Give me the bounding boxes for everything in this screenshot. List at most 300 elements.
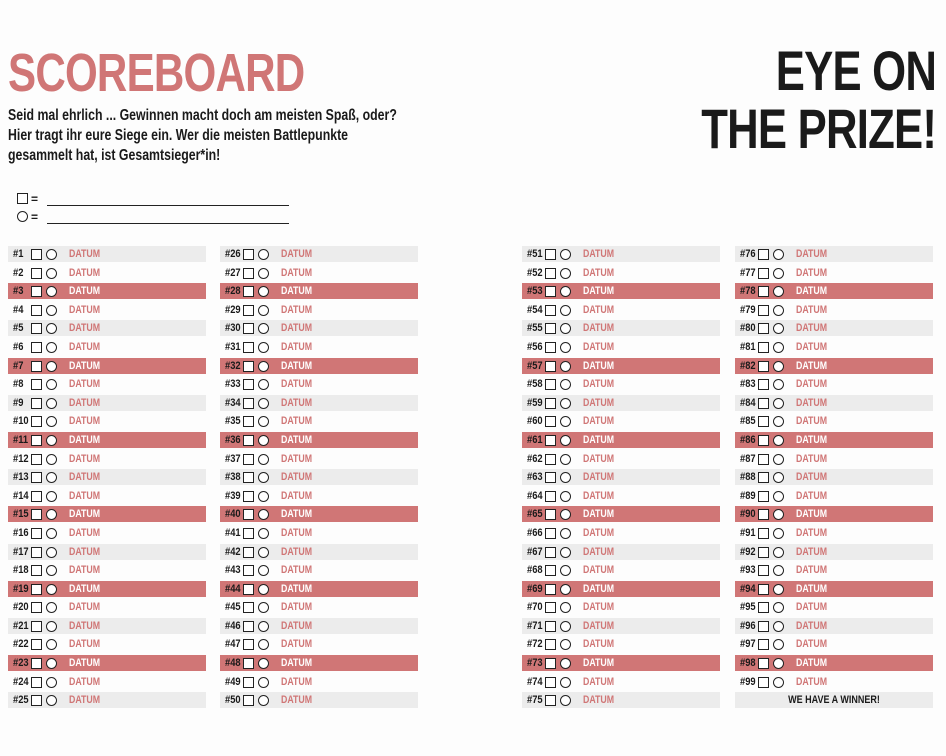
circle-checkbox[interactable] xyxy=(560,621,571,632)
circle-checkbox[interactable] xyxy=(773,584,784,595)
date-field[interactable]: DATUM xyxy=(796,619,828,632)
square-checkbox[interactable] xyxy=(545,621,556,632)
circle-checkbox[interactable] xyxy=(560,528,571,539)
date-field[interactable]: DATUM xyxy=(796,564,828,577)
date-field[interactable]: DATUM xyxy=(583,508,615,521)
square-checkbox[interactable] xyxy=(31,323,42,334)
row-number: #94 xyxy=(740,582,756,595)
date-field[interactable]: DATUM xyxy=(796,322,828,335)
square-checkbox[interactable] xyxy=(758,435,769,446)
square-checkbox[interactable] xyxy=(545,677,556,688)
date-field[interactable]: DATUM xyxy=(69,619,101,632)
date-field[interactable]: DATUM xyxy=(583,378,615,391)
circle-checkbox[interactable] xyxy=(46,249,57,260)
square-checkbox[interactable] xyxy=(31,268,42,279)
circle-checkbox[interactable] xyxy=(258,398,269,409)
date-field[interactable]: DATUM xyxy=(281,619,313,632)
square-checkbox[interactable] xyxy=(31,472,42,483)
circle-checkbox[interactable] xyxy=(773,491,784,502)
row-number: #56 xyxy=(527,340,543,353)
circle-checkbox[interactable] xyxy=(46,398,57,409)
square-checkbox[interactable] xyxy=(243,268,254,279)
row-number: #6 xyxy=(13,340,24,353)
date-field[interactable]: DATUM xyxy=(281,415,313,428)
row-number: #55 xyxy=(527,322,543,335)
score-row xyxy=(220,302,418,321)
circle-checkbox[interactable] xyxy=(773,342,784,353)
date-field[interactable]: DATUM xyxy=(796,675,828,688)
square-checkbox[interactable] xyxy=(31,379,42,390)
square-checkbox[interactable] xyxy=(758,379,769,390)
date-field[interactable]: DATUM xyxy=(583,582,615,595)
circle-checkbox[interactable] xyxy=(560,398,571,409)
square-checkbox[interactable] xyxy=(243,658,254,669)
square-checkbox[interactable] xyxy=(243,547,254,558)
square-checkbox[interactable] xyxy=(545,305,556,316)
circle-checkbox[interactable] xyxy=(560,268,571,279)
circle-checkbox[interactable] xyxy=(46,454,57,465)
score-row xyxy=(735,376,933,395)
square-checkbox[interactable] xyxy=(758,361,769,372)
row-number: #69 xyxy=(527,582,543,595)
square-checkbox[interactable] xyxy=(31,435,42,446)
square-checkbox[interactable] xyxy=(758,547,769,558)
circle-checkbox[interactable] xyxy=(773,454,784,465)
square-checkbox[interactable] xyxy=(31,509,42,520)
circle-checkbox[interactable] xyxy=(560,435,571,446)
date-field[interactable]: DATUM xyxy=(796,248,828,260)
score-row xyxy=(522,376,720,395)
square-checkbox[interactable] xyxy=(243,286,254,297)
date-field[interactable]: DATUM xyxy=(583,396,615,409)
date-field[interactable]: DATUM xyxy=(281,285,313,298)
score-row xyxy=(8,246,206,265)
date-field[interactable]: DATUM xyxy=(69,601,101,614)
date-field[interactable]: DATUM xyxy=(796,526,828,539)
date-field[interactable]: DATUM xyxy=(583,415,615,428)
date-field[interactable]: DATUM xyxy=(281,452,313,465)
circle-checkbox[interactable] xyxy=(560,491,571,502)
circle-checkbox[interactable] xyxy=(773,547,784,558)
circle-checkbox[interactable] xyxy=(560,658,571,669)
date-field[interactable]: DATUM xyxy=(583,694,615,707)
date-field[interactable]: DATUM xyxy=(583,675,615,688)
square-checkbox[interactable] xyxy=(243,565,254,576)
square-checkbox[interactable] xyxy=(758,491,769,502)
circle-checkbox[interactable] xyxy=(46,361,57,372)
date-field[interactable]: DATUM xyxy=(281,675,313,688)
square-checkbox[interactable] xyxy=(545,286,556,297)
square-checkbox[interactable] xyxy=(758,639,769,650)
date-field[interactable]: DATUM xyxy=(281,359,313,372)
circle-checkbox[interactable] xyxy=(773,528,784,539)
legend-line-square[interactable] xyxy=(47,205,289,206)
circle-checkbox[interactable] xyxy=(560,547,571,558)
date-field[interactable]: DATUM xyxy=(583,638,615,651)
score-row xyxy=(220,320,418,339)
date-field[interactable]: DATUM xyxy=(69,657,101,670)
circle-checkbox[interactable] xyxy=(46,305,57,316)
date-field[interactable]: DATUM xyxy=(583,303,615,316)
date-field[interactable]: DATUM xyxy=(69,582,101,595)
circle-checkbox[interactable] xyxy=(560,249,571,260)
date-field[interactable]: DATUM xyxy=(583,545,615,558)
row-number: #48 xyxy=(225,657,241,670)
circle-checkbox[interactable] xyxy=(258,677,269,688)
square-checkbox[interactable] xyxy=(31,677,42,688)
row-number: #99 xyxy=(740,675,756,688)
date-field[interactable]: DATUM xyxy=(796,638,828,651)
date-field[interactable]: DATUM xyxy=(69,638,101,651)
date-field[interactable]: DATUM xyxy=(69,340,101,353)
square-checkbox[interactable] xyxy=(758,565,769,576)
square-checkbox[interactable] xyxy=(243,639,254,650)
row-number: #40 xyxy=(225,508,241,521)
score-row xyxy=(220,376,418,395)
date-field[interactable]: DATUM xyxy=(69,564,101,577)
date-field[interactable]: DATUM xyxy=(796,601,828,614)
circle-checkbox[interactable] xyxy=(258,342,269,353)
date-field[interactable]: DATUM xyxy=(281,396,313,409)
circle-checkbox[interactable] xyxy=(46,584,57,595)
circle-checkbox[interactable] xyxy=(560,305,571,316)
square-checkbox[interactable] xyxy=(243,472,254,483)
circle-checkbox[interactable] xyxy=(46,491,57,502)
score-row xyxy=(220,544,418,563)
date-field[interactable]: DATUM xyxy=(69,378,101,391)
date-field[interactable]: DATUM xyxy=(796,433,828,446)
square-checkbox[interactable] xyxy=(31,547,42,558)
square-checkbox[interactable] xyxy=(31,621,42,632)
date-field[interactable]: DATUM xyxy=(796,452,828,465)
date-field[interactable]: DATUM xyxy=(69,508,101,521)
square-checkbox[interactable] xyxy=(243,602,254,613)
circle-checkbox[interactable] xyxy=(46,268,57,279)
date-field[interactable]: DATUM xyxy=(796,359,828,372)
square-checkbox[interactable] xyxy=(545,342,556,353)
date-field[interactable]: DATUM xyxy=(583,619,615,632)
winner-label: WE HAVE A WINNER! xyxy=(788,694,880,707)
square-checkbox[interactable] xyxy=(243,435,254,446)
date-field[interactable]: DATUM xyxy=(583,266,615,279)
square-checkbox[interactable] xyxy=(31,454,42,465)
square-checkbox[interactable] xyxy=(243,342,254,353)
square-checkbox[interactable] xyxy=(545,361,556,372)
square-checkbox[interactable] xyxy=(758,472,769,483)
square-checkbox[interactable] xyxy=(758,305,769,316)
date-field[interactable]: DATUM xyxy=(583,433,615,446)
square-checkbox[interactable] xyxy=(758,398,769,409)
square-checkbox[interactable] xyxy=(31,695,42,706)
date-field[interactable]: DATUM xyxy=(69,322,101,335)
square-checkbox[interactable] xyxy=(758,528,769,539)
square-checkbox[interactable] xyxy=(545,435,556,446)
square-checkbox[interactable] xyxy=(31,584,42,595)
circle-checkbox[interactable] xyxy=(258,547,269,558)
square-checkbox[interactable] xyxy=(758,342,769,353)
date-field[interactable]: DATUM xyxy=(583,601,615,614)
date-field[interactable]: DATUM xyxy=(281,657,313,670)
square-checkbox[interactable] xyxy=(545,509,556,520)
row-number: #45 xyxy=(225,601,241,614)
square-checkbox[interactable] xyxy=(545,472,556,483)
date-field[interactable]: DATUM xyxy=(796,489,828,502)
date-field[interactable]: DATUM xyxy=(69,359,101,372)
date-field[interactable]: DATUM xyxy=(583,322,615,335)
circle-checkbox[interactable] xyxy=(773,249,784,260)
square-checkbox[interactable] xyxy=(758,677,769,688)
date-field[interactable]: DATUM xyxy=(69,415,101,428)
legend-line-circle[interactable] xyxy=(47,223,289,224)
date-field[interactable]: DATUM xyxy=(796,285,828,298)
date-field[interactable]: DATUM xyxy=(281,266,313,279)
date-field[interactable]: DATUM xyxy=(69,433,101,446)
date-field[interactable]: DATUM xyxy=(281,694,313,707)
row-number: #30 xyxy=(225,322,241,335)
square-checkbox[interactable] xyxy=(243,454,254,465)
date-field[interactable]: DATUM xyxy=(796,396,828,409)
circle-checkbox[interactable] xyxy=(258,621,269,632)
date-field[interactable]: DATUM xyxy=(69,248,101,260)
circle-checkbox[interactable] xyxy=(46,528,57,539)
circle-checkbox[interactable] xyxy=(560,342,571,353)
circle-checkbox[interactable] xyxy=(258,584,269,595)
circle-checkbox[interactable] xyxy=(773,398,784,409)
date-field[interactable]: DATUM xyxy=(796,657,828,670)
circle-checkbox[interactable] xyxy=(46,658,57,669)
date-field[interactable]: DATUM xyxy=(796,378,828,391)
square-checkbox[interactable] xyxy=(545,249,556,260)
circle-checkbox[interactable] xyxy=(773,361,784,372)
date-field[interactable]: DATUM xyxy=(583,452,615,465)
circle-checkbox[interactable] xyxy=(773,268,784,279)
date-field[interactable]: DATUM xyxy=(796,545,828,558)
score-row xyxy=(735,302,933,321)
circle-checkbox[interactable] xyxy=(258,528,269,539)
slogan xyxy=(701,39,936,160)
date-field[interactable]: DATUM xyxy=(281,582,313,595)
date-field[interactable]: DATUM xyxy=(69,266,101,279)
date-field[interactable]: DATUM xyxy=(796,471,828,484)
date-field[interactable]: DATUM xyxy=(583,285,615,298)
row-number: #57 xyxy=(527,359,543,372)
square-checkbox[interactable] xyxy=(31,249,42,260)
circle-checkbox[interactable] xyxy=(46,342,57,353)
date-field[interactable]: DATUM xyxy=(796,508,828,521)
row-number: #77 xyxy=(740,266,756,279)
circle-checkbox[interactable] xyxy=(773,435,784,446)
square-checkbox[interactable] xyxy=(243,695,254,706)
square-checkbox[interactable] xyxy=(31,398,42,409)
date-field[interactable]: DATUM xyxy=(69,285,101,298)
circle-checkbox[interactable] xyxy=(773,658,784,669)
date-field[interactable]: DATUM xyxy=(281,601,313,614)
square-checkbox[interactable] xyxy=(545,695,556,706)
square-checkbox[interactable] xyxy=(31,528,42,539)
square-checkbox[interactable] xyxy=(243,323,254,334)
square-checkbox[interactable] xyxy=(31,491,42,502)
circle-checkbox[interactable] xyxy=(560,454,571,465)
square-checkbox[interactable] xyxy=(758,268,769,279)
square-checkbox[interactable] xyxy=(31,416,42,427)
date-field[interactable]: DATUM xyxy=(583,489,615,502)
date-field[interactable]: DATUM xyxy=(796,415,828,428)
circle-checkbox[interactable] xyxy=(560,361,571,372)
date-field[interactable]: DATUM xyxy=(69,489,101,502)
date-field[interactable]: DATUM xyxy=(281,489,313,502)
square-checkbox[interactable] xyxy=(243,361,254,372)
score-row xyxy=(220,358,418,377)
square-checkbox[interactable] xyxy=(243,677,254,688)
circle-checkbox[interactable] xyxy=(46,677,57,688)
score-row xyxy=(220,674,418,693)
row-number: #93 xyxy=(740,564,756,577)
square-checkbox[interactable] xyxy=(545,639,556,650)
date-field[interactable]: DATUM xyxy=(281,638,313,651)
square-checkbox[interactable] xyxy=(545,528,556,539)
square-checkbox[interactable] xyxy=(243,509,254,520)
date-field[interactable]: DATUM xyxy=(69,545,101,558)
row-number: #13 xyxy=(13,471,29,484)
square-checkbox[interactable] xyxy=(243,416,254,427)
date-field[interactable]: DATUM xyxy=(281,433,313,446)
circle-checkbox[interactable] xyxy=(46,621,57,632)
score-row xyxy=(220,469,418,488)
date-field[interactable]: DATUM xyxy=(583,248,615,260)
circle-checkbox[interactable] xyxy=(258,268,269,279)
square-checkbox[interactable] xyxy=(545,416,556,427)
square-checkbox[interactable] xyxy=(545,268,556,279)
square-checkbox[interactable] xyxy=(545,323,556,334)
row-number: #27 xyxy=(225,266,241,279)
circle-checkbox[interactable] xyxy=(258,454,269,465)
row-number: #65 xyxy=(527,508,543,521)
square-checkbox[interactable] xyxy=(243,398,254,409)
date-field[interactable]: DATUM xyxy=(583,564,615,577)
date-field[interactable]: DATUM xyxy=(796,266,828,279)
square-checkbox[interactable] xyxy=(545,491,556,502)
date-field[interactable]: DATUM xyxy=(281,340,313,353)
score-row xyxy=(8,283,206,302)
square-checkbox[interactable] xyxy=(243,528,254,539)
circle-checkbox[interactable] xyxy=(258,491,269,502)
date-field[interactable]: DATUM xyxy=(796,303,828,316)
row-number: #52 xyxy=(527,266,543,279)
date-field[interactable]: DATUM xyxy=(281,508,313,521)
square-checkbox[interactable] xyxy=(545,547,556,558)
square-checkbox[interactable] xyxy=(758,416,769,427)
row-number: #54 xyxy=(527,303,543,316)
score-row xyxy=(735,265,933,284)
square-checkbox[interactable] xyxy=(758,658,769,669)
square-checkbox[interactable] xyxy=(758,286,769,297)
square-checkbox[interactable] xyxy=(545,398,556,409)
date-field[interactable]: DATUM xyxy=(583,359,615,372)
circle-checkbox[interactable] xyxy=(258,658,269,669)
square-checkbox[interactable] xyxy=(758,323,769,334)
date-field[interactable]: DATUM xyxy=(796,340,828,353)
circle-checkbox[interactable] xyxy=(560,677,571,688)
date-field[interactable]: DATUM xyxy=(281,248,313,260)
square-checkbox[interactable] xyxy=(31,602,42,613)
square-checkbox[interactable] xyxy=(758,454,769,465)
circle-checkbox[interactable] xyxy=(560,584,571,595)
date-field[interactable]: DATUM xyxy=(583,657,615,670)
date-field[interactable]: DATUM xyxy=(281,526,313,539)
square-checkbox[interactable] xyxy=(243,584,254,595)
date-field[interactable]: DATUM xyxy=(281,471,313,484)
square-checkbox[interactable] xyxy=(31,565,42,576)
square-checkbox[interactable] xyxy=(758,509,769,520)
square-checkbox[interactable] xyxy=(31,286,42,297)
date-field[interactable]: DATUM xyxy=(69,526,101,539)
date-field[interactable]: DATUM xyxy=(69,675,101,688)
square-checkbox[interactable] xyxy=(243,491,254,502)
row-number: #63 xyxy=(527,471,543,484)
date-field[interactable]: DATUM xyxy=(69,303,101,316)
square-checkbox[interactable] xyxy=(243,379,254,390)
circle-checkbox[interactable] xyxy=(258,249,269,260)
date-field[interactable]: DATUM xyxy=(69,452,101,465)
circle-checkbox[interactable] xyxy=(773,621,784,632)
square-checkbox[interactable] xyxy=(243,249,254,260)
date-field[interactable]: DATUM xyxy=(69,396,101,409)
square-checkbox[interactable] xyxy=(758,602,769,613)
square-checkbox[interactable] xyxy=(545,454,556,465)
square-checkbox[interactable] xyxy=(545,565,556,576)
circle-checkbox[interactable] xyxy=(258,305,269,316)
square-checkbox[interactable] xyxy=(31,639,42,650)
square-checkbox[interactable] xyxy=(758,621,769,632)
circle-checkbox[interactable] xyxy=(773,305,784,316)
score-row xyxy=(220,506,418,525)
square-checkbox[interactable] xyxy=(545,379,556,390)
circle-checkbox[interactable] xyxy=(258,435,269,446)
date-field[interactable]: DATUM xyxy=(281,303,313,316)
row-number: #28 xyxy=(225,285,241,298)
square-checkbox[interactable] xyxy=(545,658,556,669)
square-checkbox[interactable] xyxy=(31,361,42,372)
row-number: #75 xyxy=(527,694,543,707)
date-field[interactable]: DATUM xyxy=(583,526,615,539)
date-field[interactable]: DATUM xyxy=(796,582,828,595)
square-checkbox[interactable] xyxy=(243,305,254,316)
square-checkbox[interactable] xyxy=(31,658,42,669)
square-checkbox[interactable] xyxy=(31,342,42,353)
date-field[interactable]: DATUM xyxy=(69,694,101,707)
square-checkbox[interactable] xyxy=(758,249,769,260)
score-row xyxy=(220,395,418,414)
date-field[interactable]: DATUM xyxy=(281,378,313,391)
date-field[interactable]: DATUM xyxy=(69,471,101,484)
date-field[interactable]: DATUM xyxy=(583,340,615,353)
square-checkbox[interactable] xyxy=(243,621,254,632)
square-checkbox[interactable] xyxy=(31,305,42,316)
row-number: #43 xyxy=(225,564,241,577)
date-field[interactable]: DATUM xyxy=(281,545,313,558)
circle-checkbox[interactable] xyxy=(258,361,269,372)
square-checkbox[interactable] xyxy=(545,602,556,613)
date-field[interactable]: DATUM xyxy=(583,471,615,484)
square-checkbox[interactable] xyxy=(758,584,769,595)
circle-checkbox[interactable] xyxy=(46,547,57,558)
circle-checkbox[interactable] xyxy=(773,677,784,688)
square-checkbox[interactable] xyxy=(545,584,556,595)
date-field[interactable]: DATUM xyxy=(281,564,313,577)
score-row xyxy=(522,283,720,302)
circle-checkbox[interactable] xyxy=(46,435,57,446)
date-field[interactable]: DATUM xyxy=(281,322,313,335)
